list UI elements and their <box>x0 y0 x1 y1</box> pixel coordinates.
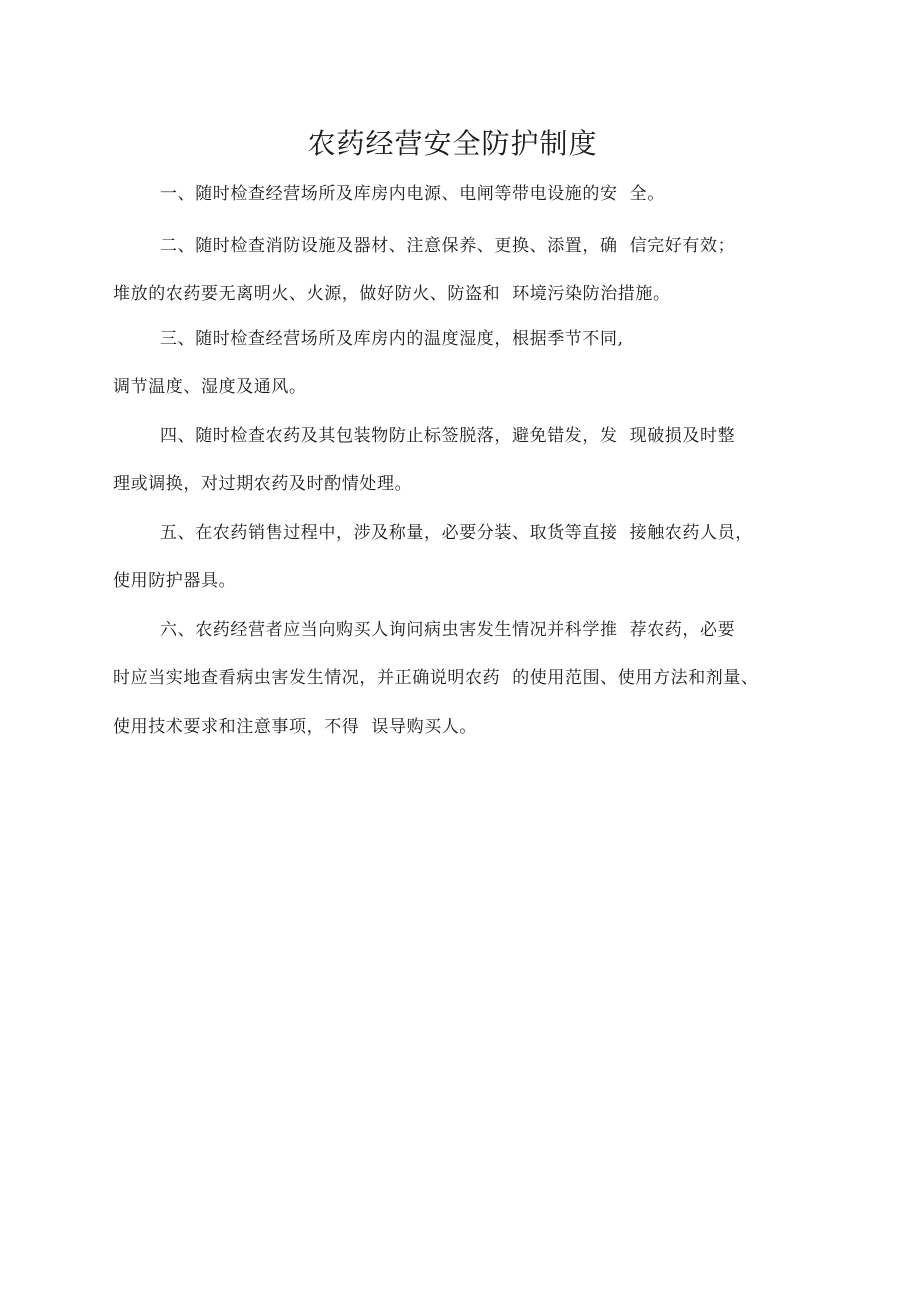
paragraph-3-line-1: 三、随时检查经营场所及库房内的温度湿度，根据季节不同, <box>160 329 624 349</box>
paragraph-4-line-1: 四、随时检查农药及其包装物防止标签脱落，避免错发，发 现破损及时整 <box>160 426 736 446</box>
document-title: 农药经营安全防护制度 <box>307 127 598 160</box>
paragraph-4-line-2: 理或调换，对过期农药及时酌情处理。 <box>113 474 413 494</box>
paragraph-6-line-3: 使用技术要求和注意事项，不得 误导购买人。 <box>113 717 478 737</box>
paragraph-5-line-2: 使用防护器具。 <box>113 571 237 591</box>
paragraph-2-line-1: 二、随时检查消防设施及器材、注意保养、更换、添置，确 信完好有效； <box>160 236 736 256</box>
paragraph-2-line-2: 堆放的农药要无离明火、火源，做好防火、防盗和 环境污染防治措施。 <box>113 284 671 304</box>
paragraph-1-line-1: 一、随时检查经营场所及库房内电源、电闸等带电设施的安 全。 <box>160 184 665 204</box>
paragraph-6-line-2: 时应当实地查看病虫害发生情况，并正确说明农药 的使用范围、使用方法和剂量、 <box>113 668 759 688</box>
paragraph-6-line-1: 六、农药经营者应当向购买人询问病虫害发生情况并科学推 荐农药，必要 <box>160 620 736 640</box>
paragraph-5-line-1: 五、在农药销售过程中，涉及称量，必要分装、取货等直接 接触农药人员， <box>160 523 753 543</box>
paragraph-3-line-2: 调节温度、湿度及通风。 <box>113 377 307 397</box>
